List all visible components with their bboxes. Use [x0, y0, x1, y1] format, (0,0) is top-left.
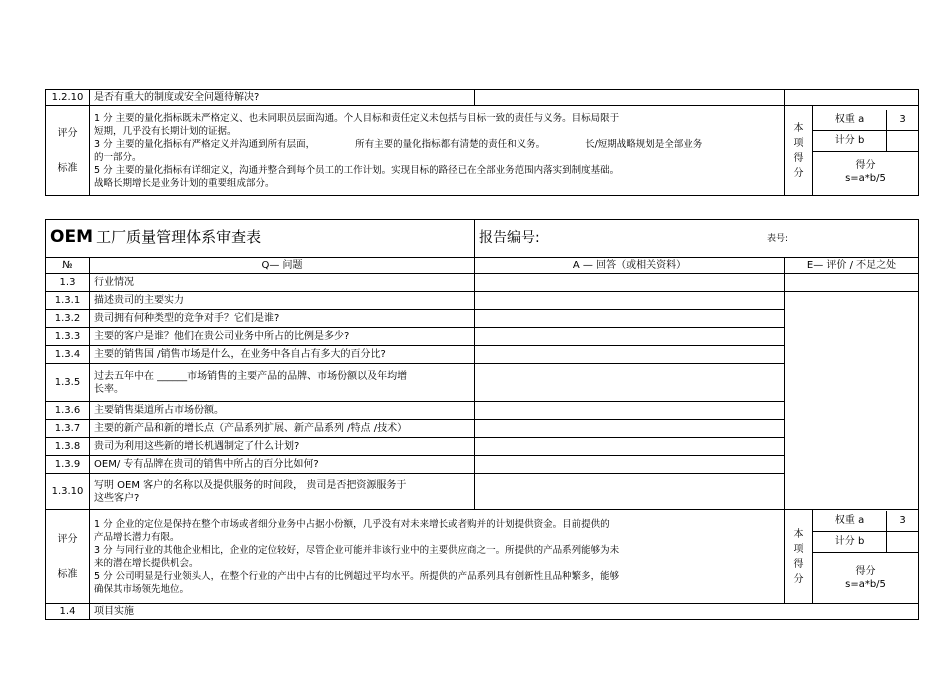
score-standard-label: 评分 标准	[46, 510, 90, 604]
row-answer[interactable]	[475, 346, 785, 364]
row-question: 描述贵司的主要实力	[90, 292, 475, 310]
row-answer[interactable]	[475, 420, 785, 438]
score-b-label: 计分 b	[813, 130, 887, 151]
score-criteria: 1 分 主要的量化指标既未严格定义、也未同职员层面沟通。个人目标和责任定义未包括与目标一致的责任与义务。目标局限于 短期，几乎没有长期计划的证据。 3 分 主要的量化指标有严格定义并沟通到所有层面， 所有主要的量化指标都有清楚的责任和义务。 长/短期战略规划是全部业务 的一部分。 5 分 主要的量化指标有详细定义，沟通并整合到每个员工的工作计划。实现目标的路径已在全部业务范围内落实到制度基础。 战略长期增长是业务计划的重要组成部分。	[90, 106, 785, 196]
score-box	[813, 510, 919, 604]
score-b-label: 计分 b	[813, 531, 887, 552]
score-b-value[interactable]	[887, 130, 918, 151]
row-question: 行业情况	[90, 274, 475, 292]
row-question: 贵司为利用这些新的增长机遇制定了什么计划?	[90, 438, 475, 456]
table-no-label: 表号:	[767, 234, 789, 244]
row-answer[interactable]	[475, 274, 785, 292]
row-no: 1.3.6	[46, 402, 90, 420]
row-no: 1.3.2	[46, 310, 90, 328]
row-answer[interactable]	[475, 292, 785, 310]
row-question: 主要的客户是谁？他们在贵公司业务中所占的比例是多少?	[90, 328, 475, 346]
report-no-label: 报告编号:	[479, 229, 540, 246]
row-answer[interactable]	[475, 328, 785, 346]
row-no: 1.3.9	[46, 456, 90, 474]
row-evaluation[interactable]	[785, 274, 919, 292]
row-no: 1.3.1	[46, 292, 90, 310]
col-header-evaluation: E— 评价 / 不足之处	[785, 258, 919, 274]
row-question: 贵司拥有何种类型的竞争对手？它们是谁?	[90, 310, 475, 328]
row-answer[interactable]	[475, 474, 785, 510]
row-question: 主要的销售国 /销售市场是什么，在业务中各自占有多大的百分比?	[90, 346, 475, 364]
row-question: 主要销售渠道所占市场份额。	[90, 402, 475, 420]
item-question: 是否有重大的制度或安全问题待解决?	[90, 90, 475, 106]
row-no: 1.3.7	[46, 420, 90, 438]
row-no: 1.3.4	[46, 346, 90, 364]
row-answer[interactable]	[475, 456, 785, 474]
weight-label: 权重 a	[813, 110, 887, 131]
row-answer[interactable]	[475, 310, 785, 328]
row-question: 主要的新产品和新的增长点（产品系列扩展、新产品系列 /特点 /技术）	[90, 420, 475, 438]
weight-value: 3	[887, 511, 918, 532]
score-total: 得分 s=a*b/5	[845, 565, 886, 590]
row-no: 1.3	[46, 274, 90, 292]
row-answer[interactable]	[475, 364, 785, 402]
score-b-value[interactable]	[887, 531, 918, 552]
score-criteria: 1 分 企业的定位是保持在整个市场或者细分业务中占据小份额，几乎没有对未来增长或者购并的计划提供资金。目前提供的 产品增长潜力有限。 3 分 与同行业的其他企业相比，企业的定位较好，尽管企业可能并非该行业中的主要供应商之一。所提供的产品系列能够为未 来的潜在增长提供机会。 5 分 公司明显是行业领头人，在整个行业的产出中占有的比例超过平均水平。所提供的产品系列具有创新性且品种繁多，能够 确保其市场领先地位。	[90, 510, 785, 604]
row-no: 1.4	[46, 604, 90, 620]
row-no: 1.3.3	[46, 328, 90, 346]
table-row	[46, 274, 919, 292]
score-standard-label: 评分 标准	[46, 106, 90, 196]
col-header-answer: A — 回答（或相关资料）	[475, 258, 785, 274]
row-no: 1.3.8	[46, 438, 90, 456]
row-no: 1.3.10	[46, 474, 90, 510]
table-row	[46, 604, 919, 620]
row-question: OEM/ 专有品牌在贵司的销售中所占的百分比如何?	[90, 456, 475, 474]
evaluation-cell[interactable]	[785, 90, 919, 106]
top-score-table	[45, 89, 919, 196]
item-score-vertical-label: 本 项 得 分	[785, 510, 813, 604]
col-header-question: Q— 问题	[90, 258, 475, 274]
item-score-vertical-label: 本 项 得 分	[785, 106, 813, 196]
answer-cell[interactable]	[475, 90, 785, 106]
table-row	[46, 292, 919, 310]
section-evaluation[interactable]	[785, 292, 919, 510]
audit-form-table	[45, 219, 919, 620]
row-question: 过去五年中在 ______市场销售的主要产品的品牌、市场份额以及年均增 长率。	[90, 364, 475, 402]
form-title: OEM 工厂质量管理体系审查表	[46, 220, 475, 258]
row-question: 项目实施	[90, 604, 919, 620]
row-answer[interactable]	[475, 438, 785, 456]
score-box	[813, 106, 919, 196]
row-answer[interactable]	[475, 402, 785, 420]
row-no: 1.3.5	[46, 364, 90, 402]
row-question: 写明 OEM 客户的名称以及提供服务的时间段， 贵司是否把资源服务于 这些客户?	[90, 474, 475, 510]
weight-label: 权重 a	[813, 511, 887, 532]
item-no: 1.2.10	[46, 90, 90, 106]
report-header	[475, 220, 919, 258]
col-header-no: №	[46, 258, 90, 274]
score-total: 得分 s=a*b/5	[845, 159, 886, 184]
weight-value: 3	[887, 110, 918, 131]
